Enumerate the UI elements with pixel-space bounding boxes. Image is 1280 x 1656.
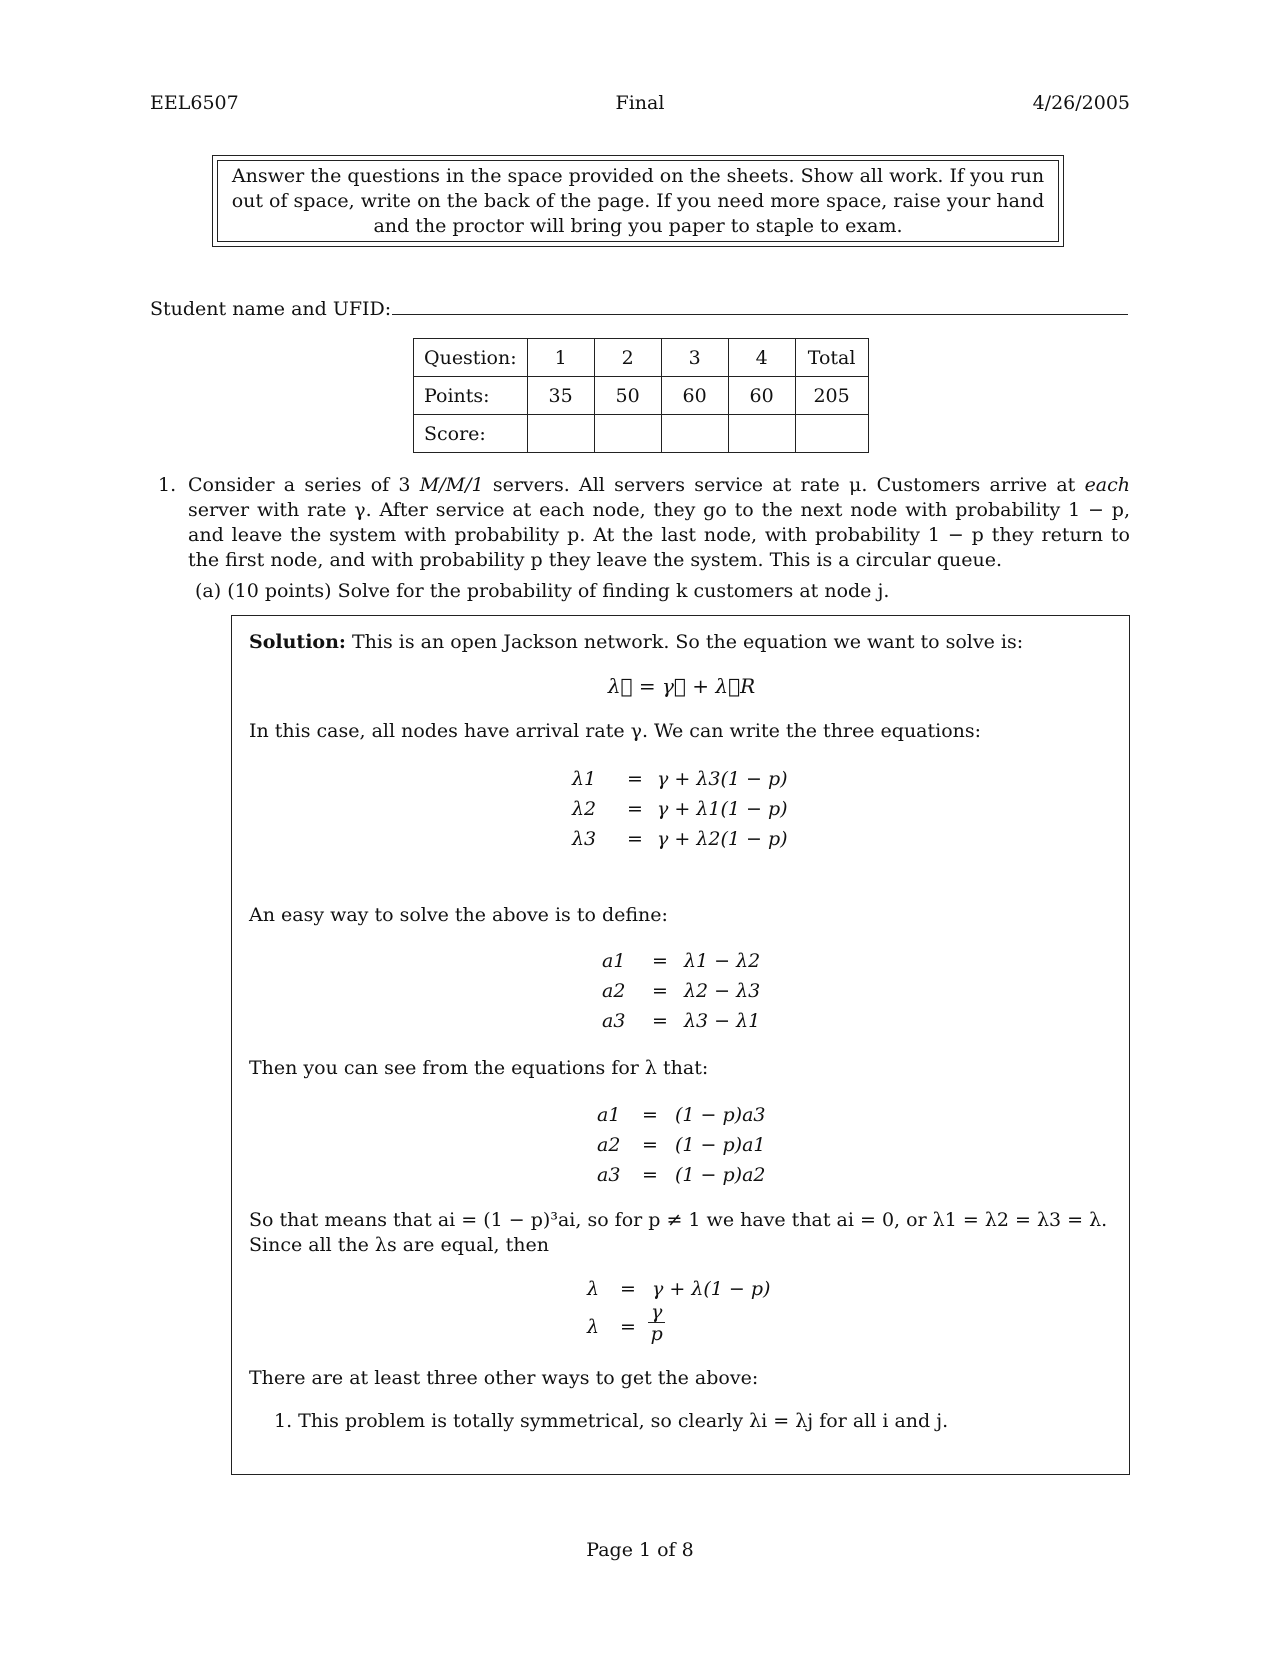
question-1 [158,473,1130,573]
score-q1 [527,415,594,453]
instructions-text: Answer the questions in the space provided on the sheets. Show all work. If you run out of space, write on the back of the page. If you need more space, raise your hand and the proctor will bring you paper to staple to exam. [217,160,1059,242]
solution-list-item-1: 1. This problem is totally symmetrical, so clearly λi = λj for all i and j. [274,1410,949,1432]
grade-table-row-points [414,377,869,415]
page-number: Page 1 of 8 [586,1539,694,1561]
total-header: Total [795,339,868,377]
eq2-equals-2: = [652,1010,668,1032]
eq3-equals-1: = [642,1134,658,1156]
question-1-each: each [1084,474,1131,496]
fraction-denominator: p [650,1323,663,1345]
eq3-equals-2: = [642,1164,658,1186]
score-total [795,415,868,453]
question-1-text-a: Consider a series of 3 [188,474,411,496]
eq3-equals-0: = [642,1104,658,1126]
points-q4: 60 [728,377,795,415]
solution-p3: An easy way to solve the above is to define: [249,904,668,926]
question-1-number: 1. [158,474,177,496]
score-q3 [661,415,728,453]
points-q3: 60 [661,377,728,415]
points-q1: 35 [527,377,594,415]
solution-box [231,615,1130,1475]
solution-intro [249,630,1023,655]
instructions-box [212,155,1064,247]
gamma-over-p-fraction [648,1302,665,1345]
row-label-points: Points: [414,377,528,415]
student-name-label: Student name and UFID: [150,298,392,320]
eq1-rhs-2: γ + λ2(1 − p) [657,828,788,850]
student-name-line [392,314,1128,315]
solution-p5: So that means that ai = (1 − p)³ai, so for p ≠ 1 we have that ai = 0, or λ1 = λ2 = λ3 = λ. Since all the λs are equal, then [249,1209,1108,1256]
eq2-equals-1: = [652,980,668,1002]
eq4-equals-1: = [620,1316,636,1338]
eq1-lhs-0: λ1 [572,768,597,790]
eq1-rhs-1: γ + λ1(1 − p) [657,798,788,820]
eq3-rhs-0: (1 − p)a3 [675,1104,766,1126]
eq2-lhs-1: a2 [602,980,626,1002]
eq3-lhs-1: a2 [597,1134,621,1156]
question-4-header: 4 [728,339,795,377]
points-q2: 50 [594,377,661,415]
eq3-lhs-2: a3 [597,1164,621,1186]
row-label-score: Score: [414,415,528,453]
points-total: 205 [795,377,868,415]
eq3-rhs-1: (1 − p)a1 [675,1134,766,1156]
score-q2 [594,415,661,453]
solution-intro-text: This is an open Jackson network. So the equation we want to solve is: [351,631,1024,653]
eq4-equals-0: = [620,1278,636,1300]
eq2-rhs-1: λ2 − λ3 [684,980,761,1002]
eq3-lhs-0: a1 [597,1104,621,1126]
eq1-equals-2: = [627,828,643,850]
eq1-lhs-2: λ3 [572,828,597,850]
header-title: Final [615,92,665,114]
solution-p4: Then you can see from the equations for λ that: [249,1057,709,1079]
eq4-lhs-0: λ [587,1278,600,1300]
eq4-rhs-0: γ + λ(1 − p) [652,1278,771,1300]
header-course: EEL6507 [150,92,239,114]
grade-table [413,338,869,453]
fraction-numerator: γ [648,1302,665,1323]
solution-p6: There are at least three other ways to get the above: [249,1367,759,1389]
question-1a: (a) (10 points) Solve for the probability of finding k customers at node j. [195,580,890,602]
eq1-lhs-1: λ2 [572,798,597,820]
eq3-rhs-2: (1 − p)a2 [675,1164,766,1186]
question-1-header: 1 [527,339,594,377]
question-3-header: 3 [661,339,728,377]
row-label-question: Question: [414,339,528,377]
solution-p2: In this case, all nodes have arrival rate γ. We can write the three equations: [249,720,982,742]
eq1-rhs-0: γ + λ3(1 − p) [657,768,788,790]
jackson-equation: λ⃗ = γ⃗ + λ⃗R [607,674,756,698]
eq1-equals-0: = [627,768,643,790]
question-1-mm1: M/M/1 [419,474,484,496]
eq4-lhs-1: λ [587,1316,600,1338]
grade-table-row-score [414,415,869,453]
question-2-header: 2 [594,339,661,377]
eq2-rhs-2: λ3 − λ1 [684,1010,761,1032]
eq2-lhs-2: a3 [602,1010,626,1032]
solution-label: Solution: [249,631,346,653]
question-1-text-c: server with rate γ. After service at each node, they go to the next node with probability 1 − p, and leave the system with probability p. At the last node, with probability 1 − p they return to the first node, and with probability p they leave the system. This is a circular queue. [188,499,1130,571]
eq1-equals-1: = [627,798,643,820]
grade-table-row-questions [414,339,869,377]
eq4-rhs-1 [648,1302,665,1345]
eq2-rhs-0: λ1 − λ2 [684,950,761,972]
header-date: 4/26/2005 [1032,92,1130,114]
question-1-text [188,473,1130,573]
question-1-text-b: servers. All servers service at rate μ. Customers arrive at [492,474,1076,496]
score-q4 [728,415,795,453]
eq2-lhs-0: a1 [602,950,626,972]
eq2-equals-0: = [652,950,668,972]
